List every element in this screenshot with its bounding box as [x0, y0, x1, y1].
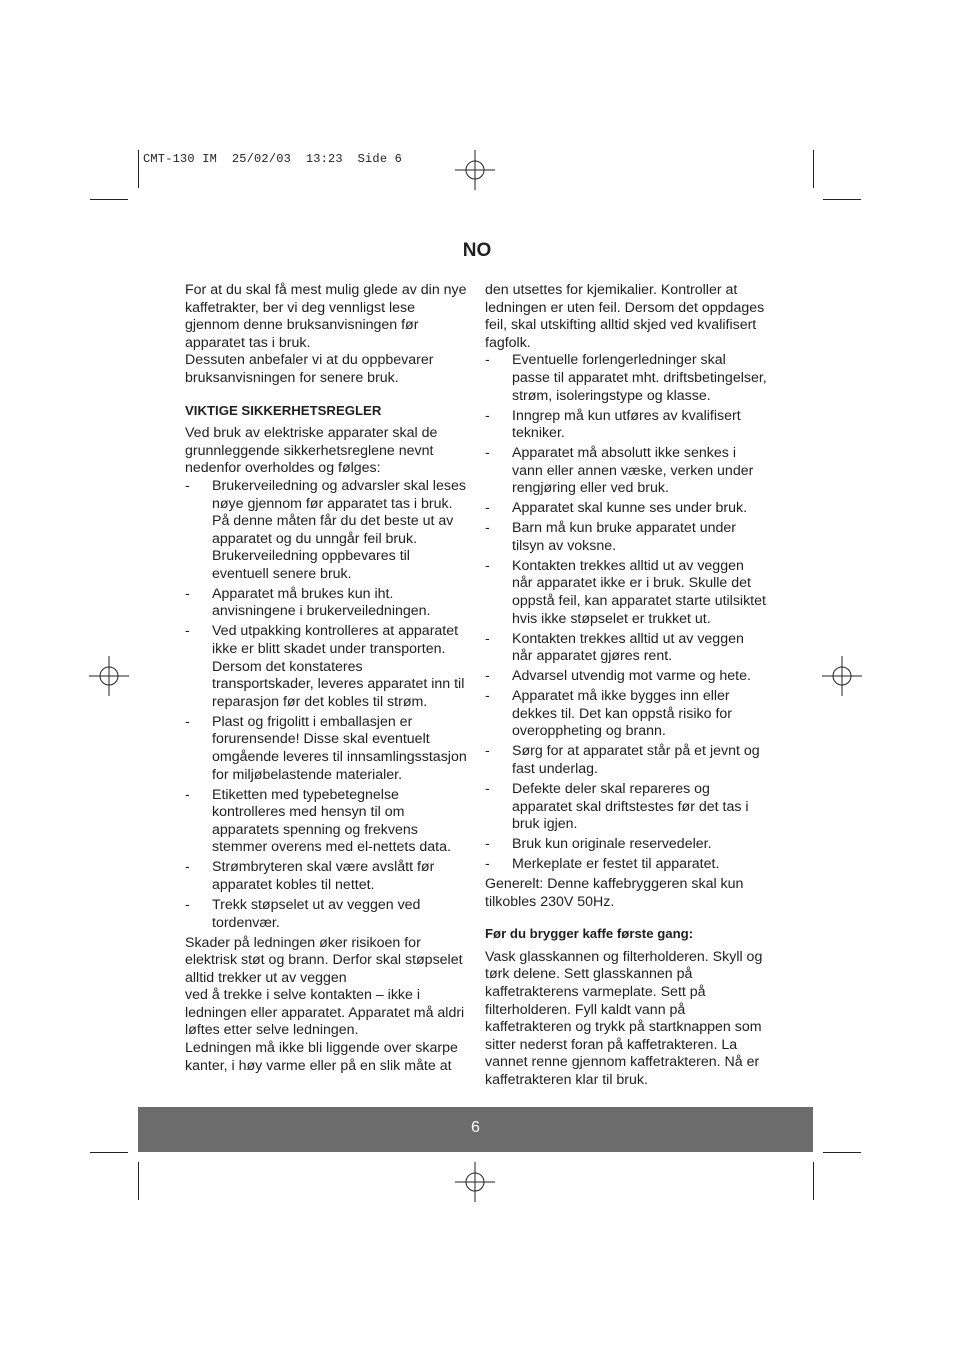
list-item: - Trekk støpselet ut av veggen ved tordenvær.: [185, 896, 421, 931]
intro-paragraph: For at du skal få mest mulig glede av din nye kaffetrakter, ber vi deg vennligst lese gjennom denne bruksanvisningen før apparatet tas i bruk.: [185, 282, 467, 351]
print-slug: CMT-130 IM 25/02/03 13:23 Side 6: [143, 152, 403, 166]
safety-intro: Ved bruk av elektriske apparater skal de grunnleggende sikkerhetsreglene nevnt nedenfor overholdes og følges:: [185, 425, 438, 477]
crop-mark: [823, 1152, 861, 1153]
list-item: - Barn må kun bruke apparatet under tilsyn av voksne.: [485, 520, 736, 554]
crop-mark: [813, 150, 814, 188]
list-item: - Apparatet må ikke bygges inn eller dekkes til. Det kan oppstå risiko for overoppheting og brann.: [485, 688, 733, 740]
crop-mark: [138, 150, 139, 188]
registration-mark-icon: [822, 656, 862, 696]
safety-heading: VIKTIGE SIKKERHETSREGLER: [185, 402, 382, 418]
list-item: - Advarsel utvendig mot varme og hete.: [485, 668, 751, 685]
safety-list-continued: [485, 352, 767, 873]
crop-mark: [90, 199, 128, 200]
footer-band: [138, 1107, 813, 1152]
page-number: 6: [471, 1119, 480, 1136]
list-item: - Defekte deler skal repareres og apparatet skal driftstestes før det tas i bruk igjen.: [485, 780, 749, 833]
crop-mark: [813, 1162, 814, 1200]
list-item: - Plast og frigolitt i emballasjen er forurensende! Disse skal eventuelt omgående leveres til innsamlingsstasjon for miljøbelastende materialer.: [185, 713, 467, 783]
left-column: [185, 282, 467, 1075]
list-item: - Kontakten trekkes alltid ut av veggen når apparatet gjøres rent.: [485, 630, 744, 665]
list-item: - Eventuelle forlengerledninger skal passe til apparatet mht. driftsbetingelser, strøm, isoleringstype og klasse.: [485, 352, 767, 404]
crop-mark: [90, 1152, 128, 1153]
closing-paragraph: ved å trekke i selve kontakten – ikke i ledningen eller apparatet. Apparatet må aldri løftes etter selve ledningen.: [185, 987, 465, 1039]
first-use-heading: Før du brygger kaffe første gang:: [485, 926, 694, 942]
list-item: - Ved utpakking kontrolleres at apparatet ikke er blitt skadet under transporten. Dersom det konstateres transportskader, leveres apparatet inn til reparasjon før det kobles til strøm.: [185, 623, 465, 710]
list-item: - Strømbryteren skal være avslått før apparatet kobles til nettet.: [185, 859, 435, 893]
list-item: - Apparatet må brukes kun iht. anvisningene i brukerveiledningen.: [185, 585, 431, 620]
safety-list: [185, 478, 467, 932]
list-item: - Apparatet må absolutt ikke senkes i vann eller annen væske, verken under rengjøring eller ved bruk.: [485, 445, 754, 497]
crop-mark: [138, 1162, 139, 1200]
list-item: - Brukerveiledning og advarsler skal leses nøye gjennom før apparatet tas i bruk. På denne måten får du det beste ut av apparatet og du unngår feil bruk. Brukerveiledning oppbevares til eventuell senere bruk.: [185, 477, 466, 582]
language-heading: NO: [462, 240, 492, 261]
list-item: - Apparatet skal kunne ses under bruk.: [485, 500, 748, 517]
closing-paragraph: Skader på ledningen øker risikoen for elektrisk støt og brann. Derfor skal støpselet alltid trekker ut av veggen: [185, 934, 463, 986]
general-note: Generelt: Denne kaffebryggeren skal kun tilkobles 230V 50Hz.: [485, 876, 744, 910]
crop-mark: [823, 199, 861, 200]
first-use-text: Vask glasskannen og filterholderen. Skyll og tørk delene. Sett glasskannen på kaffetrakterens varmeplate. Sett på filterholderen. Fyll kaldt vann på kaffetrakteren og trykk på startknappen som sitter nederst foran på kaffetrakteren. La vannet renne gjennom kaffetrakteren. Nå er kaffetrakteren klar til bruk.: [485, 948, 763, 1089]
list-item: - Merkeplate er festet til apparatet.: [485, 856, 720, 873]
intro-paragraph: Dessuten anbefaler vi at du oppbevarer bruksanvisningen for senere bruk.: [185, 352, 434, 386]
registration-mark-icon: [89, 656, 129, 696]
right-column: [485, 282, 767, 1090]
registration-mark-icon: [455, 1162, 495, 1202]
list-item: - Sørg for at apparatet står på et jevnt og fast underlag.: [485, 743, 760, 777]
closing-paragraph: Ledningen må ikke bli liggende over skarpe kanter, i høy varme eller på en slik måte at: [185, 1040, 458, 1074]
list-item: - Inngrep må kun utføres av kvalifisert tekniker.: [485, 407, 741, 442]
list-item: - Kontakten trekkes alltid ut av veggen når apparatet ikke er i bruk. Skulle det oppstå feil, kan apparatet starte utilsiktet hvis ikke støpselet er trukket ut.: [485, 557, 766, 627]
continuation-paragraph: den utsettes for kjemikalier. Kontroller at ledningen er uten feil. Dersom det oppdages feil, skal utskifting alltid skjed ved kvalifisert fagfolk.: [485, 282, 765, 351]
list-item: - Bruk kun originale reservedeler.: [485, 836, 712, 853]
registration-mark-icon: [455, 150, 495, 190]
list-item: - Etiketten med typebetegnelse kontrolleres med hensyn til om apparatets spenning og frekvens stemmer overens med el-nettets data.: [185, 786, 451, 856]
